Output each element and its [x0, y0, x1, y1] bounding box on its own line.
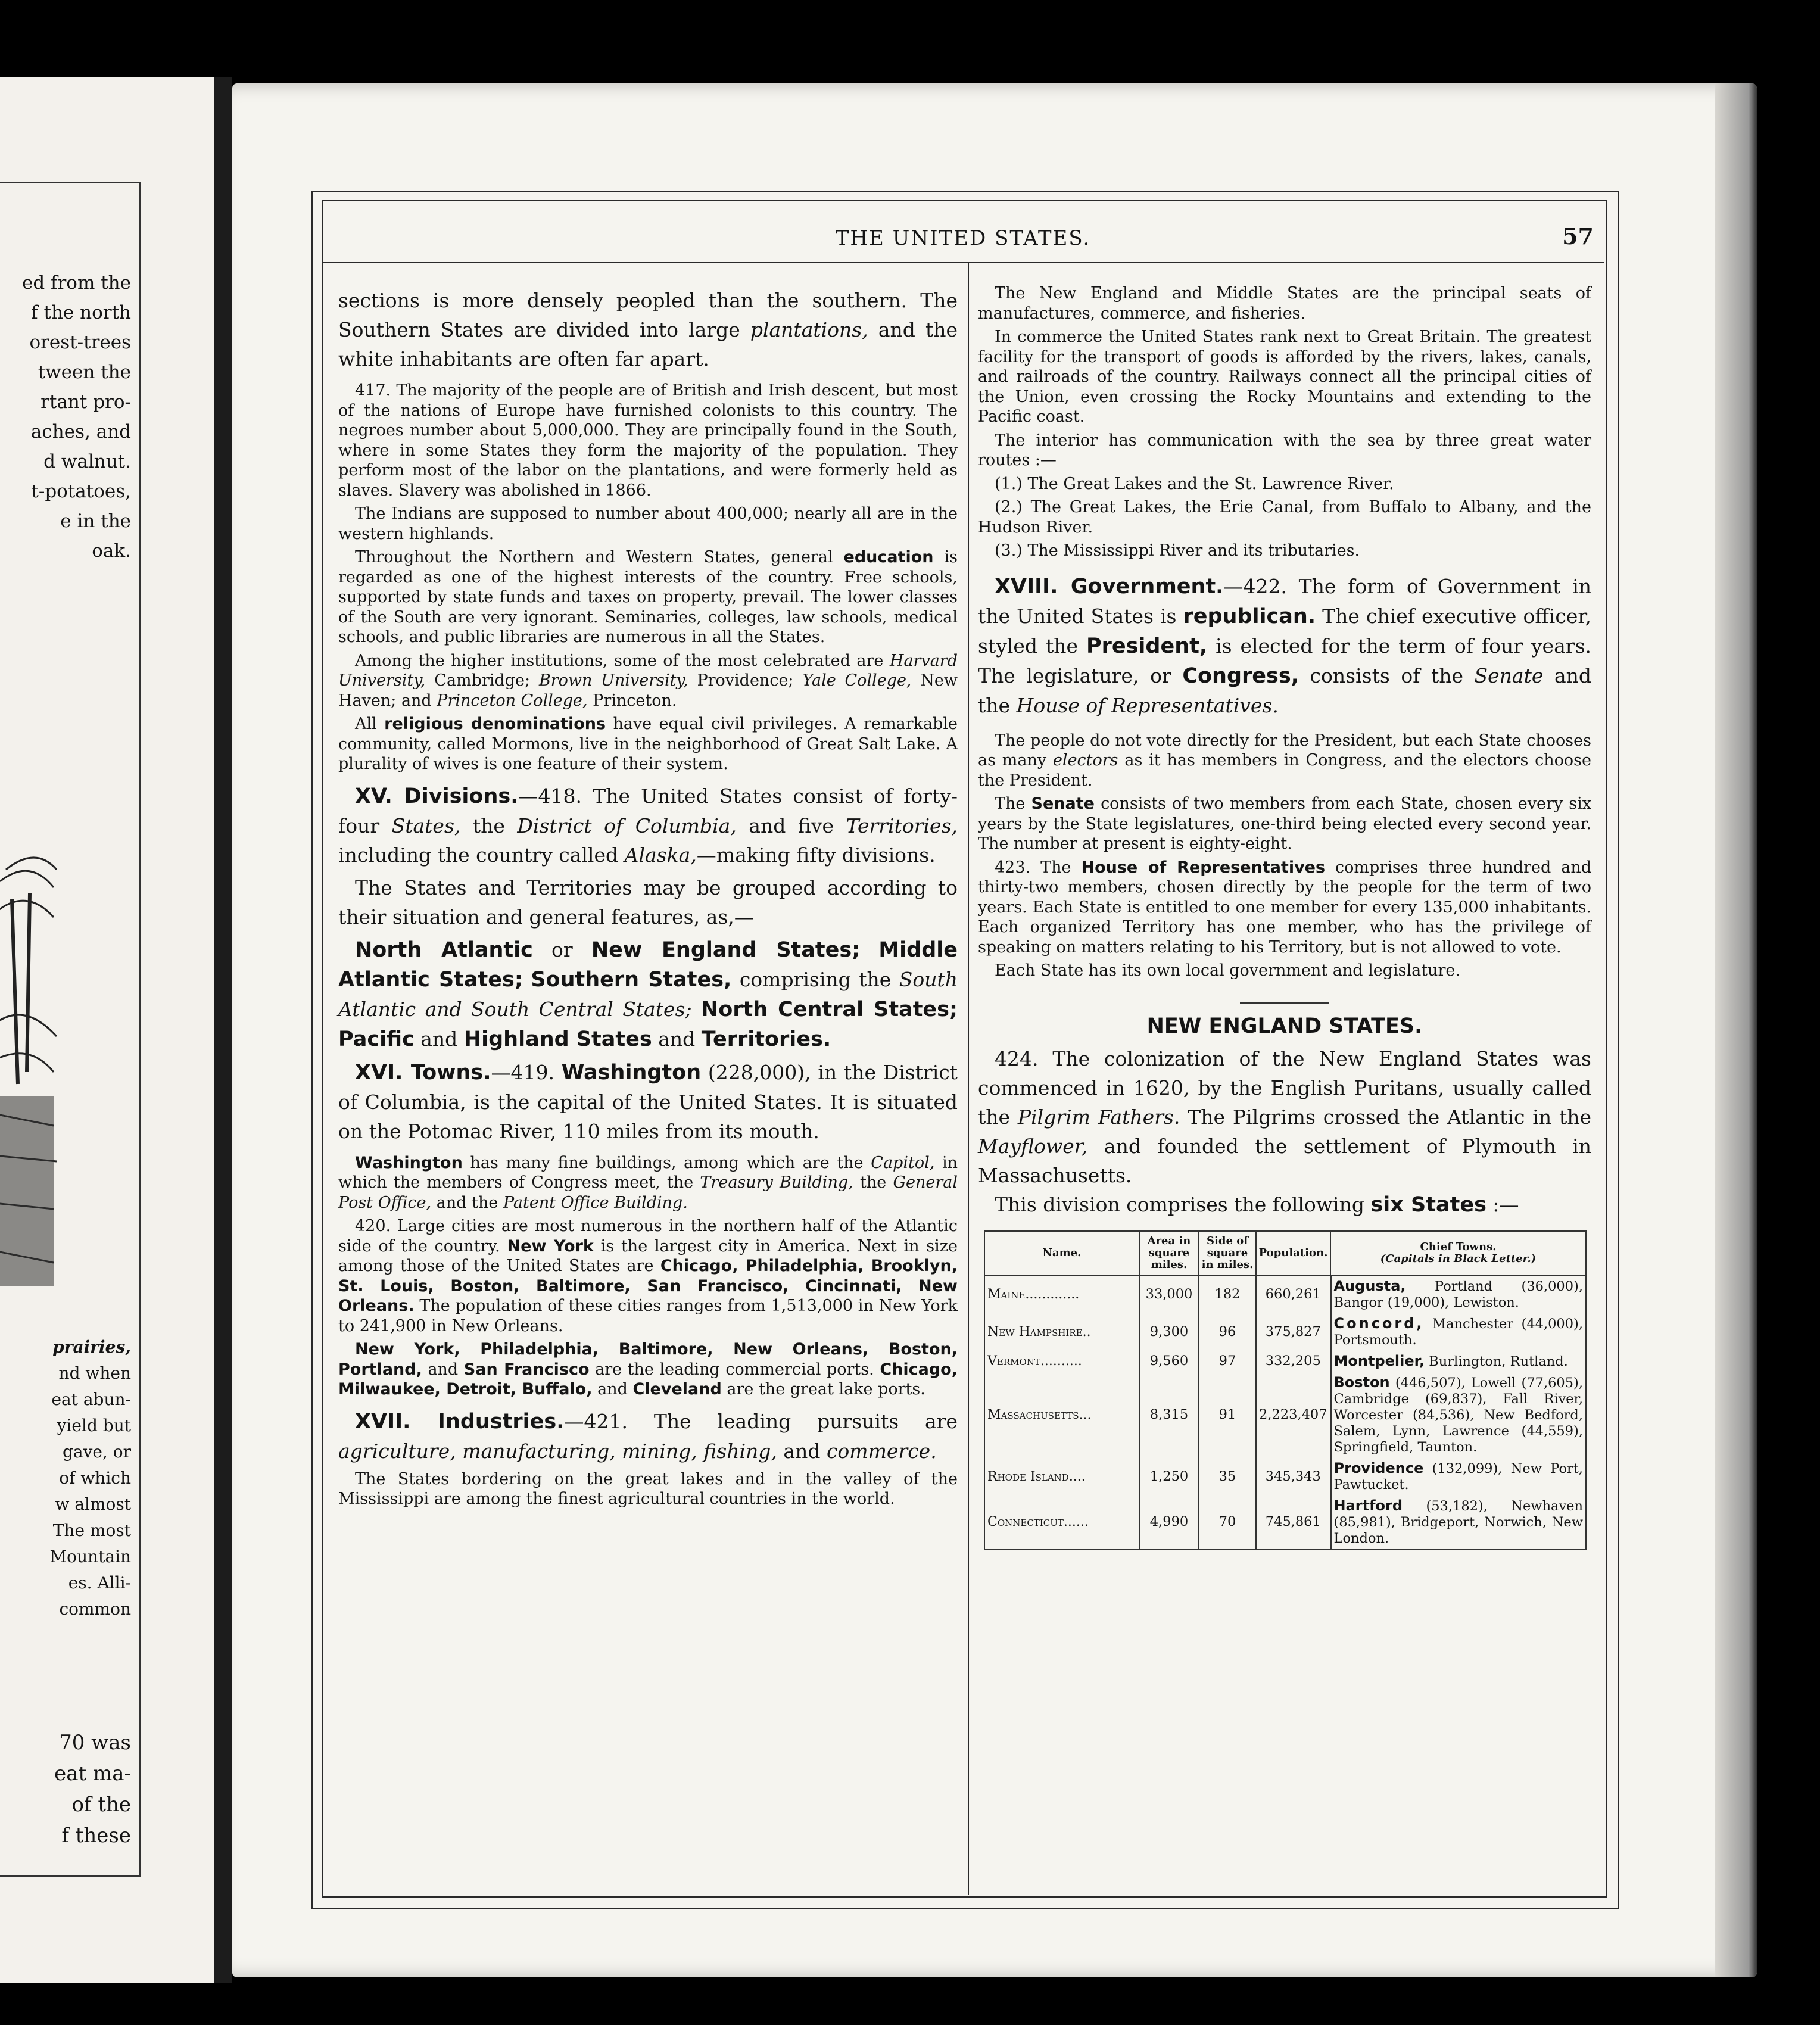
section-government: XVIII. Government.—422. The form of Government in the United States is republican. The chief executive officer, styled the President, is elected for the term of four years. The legislature, or Congress, consists of the Senate and the House of Representatives. — [978, 574, 1592, 717]
state-area: 4,990 — [1139, 1496, 1199, 1550]
state-population: 332,205 — [1256, 1351, 1330, 1372]
col-header-area: Area in square miles. — [1139, 1231, 1199, 1275]
paragraph-electors: The people do not vote directly for the President, but each State chooses as many electors as it has members in Congress, and the electors choose the President. — [978, 731, 1591, 790]
left-line: prairies, — [52, 1337, 131, 1357]
paragraph-washington: Washington has many fine buildings, among which are the Capitol, in which the members of Congress meet, the Treasury Building, the General Post Office, and the Patent Office Building. — [338, 1153, 958, 1212]
state-area: 8,315 — [1139, 1372, 1199, 1458]
page-edge-shadow — [1715, 83, 1757, 1977]
state-chief-towns: Providence (132,099), New Port, Pawtucket. — [1330, 1458, 1586, 1496]
paragraph-424: 424. The colonization of the New England States was commenced in 1620, by the English Puritans, usually called the Pilgrim Fathers. The Pilgrims crossed the Atlantic in the Mayflower, and founded the settlement of Plymouth in Massachusetts. — [978, 1046, 1591, 1187]
section-title-new-england: NEW ENGLAND STATES. — [1146, 1014, 1423, 1038]
paragraph-420: 420. Large cities are most numerous in the northern half of the Atlantic side of the country. New York is the largest city in America. Next in size among those of the United States are Chicago, Philadelphia, Brooklyn, St. Louis, Boston, Baltimore, San Francisco, Cincinnati, New Orleans. The population of these cities ranges from 1,513,000 in New York to 241,900 in New Orleans. — [338, 1217, 958, 1335]
left-line: gave, or — [62, 1442, 131, 1462]
left-line: The most — [52, 1521, 131, 1540]
state-side: 97 — [1199, 1351, 1256, 1372]
column-divider — [968, 262, 969, 1895]
state-chief-towns: Concord, Manchester (44,000), Portsmouth. — [1330, 1313, 1586, 1351]
left-line: d walnut. — [43, 451, 131, 472]
left-line: rtant pro- — [40, 391, 131, 413]
state-name: Vermont.......... — [984, 1351, 1139, 1372]
paragraph-institutions: Among the higher institutions, some of the most celebrated are Harvard University, Cambridge; Brown University, Providence; Yale College, New Haven; and Princeton College, Princeton. — [338, 651, 958, 710]
left-line: tween the — [38, 362, 131, 383]
state-area: 1,250 — [1139, 1458, 1199, 1496]
state-name: New Hampshire.. — [984, 1313, 1139, 1351]
route-2: (2.) The Great Lakes, the Erie Canal, from Buffalo to Albany, and the Hudson River. — [978, 498, 1591, 537]
paragraph-six-states: This division comprises the following six States :— — [995, 1192, 1519, 1217]
new-england-states-table — [984, 1230, 1587, 1550]
paragraph-grouping: The States and Territories may be grouped according to their situation and general features, as,— — [338, 876, 958, 929]
left-line: of the — [71, 1793, 131, 1817]
state-side: 96 — [1199, 1313, 1256, 1351]
table-header-row — [984, 1231, 1586, 1275]
paragraph-senate: The Senate consists of two members from each State, chosen every six years by the State legislatures, one-third being elected every second year. The number at present is eighty-eight. — [978, 795, 1591, 853]
section-towns: XVI. Towns.—419. Washington (228,000), in the District of Columbia, is the capital of the United States. It is situated on the Potomac River, 110 miles from its mouth. — [338, 1060, 958, 1143]
section-divider — [1240, 1002, 1329, 1004]
left-line: eat abun- — [51, 1390, 131, 1409]
state-name: Maine............. — [984, 1275, 1139, 1313]
route-3: (3.) The Mississippi River and its tributaries. — [995, 541, 1360, 560]
paragraph-ports: New York, Philadelphia, Baltimore, New Orleans, Boston, Portland, and San Francisco are the leading commercial ports. Chicago, Milwaukee, Detroit, Buffalo, and Cleveland are the great lake ports. — [338, 1340, 958, 1398]
left-line: Mountain — [49, 1547, 131, 1566]
col-header-side: Side of square in miles. — [1199, 1231, 1256, 1275]
state-name: Connecticut...... — [984, 1496, 1139, 1550]
left-line: es. Alli- — [68, 1573, 131, 1593]
state-side: 35 — [1199, 1458, 1256, 1496]
table-row — [984, 1313, 1586, 1351]
left-line: orest-trees — [29, 332, 131, 353]
page-number: 57 — [1562, 223, 1594, 250]
left-line: t-potatoes, — [31, 481, 131, 502]
state-area: 33,000 — [1139, 1275, 1199, 1313]
state-population: 745,861 — [1256, 1496, 1330, 1550]
paragraph-intro: sections is more densely peopled than the southern. The Southern States are divided into large plantations, and the white inhabitants are often far apart. — [338, 289, 958, 370]
state-population: 660,261 — [1256, 1275, 1330, 1313]
engraving-illustration — [0, 846, 60, 1310]
section-divisions: XV. Divisions.—418. The United States consist of forty-four States, the District of Columbia, and five Territories, including the country called Alaska,—making fifty divisions. — [338, 784, 958, 867]
state-chief-towns: Hartford (53,182), Newhaven (85,981), Bridgeport, Norwich, New London. — [1330, 1496, 1586, 1550]
paragraph-manufactures: The New England and Middle States are the principal seats of manufactures, commerce, and fisheries. — [978, 284, 1591, 323]
left-line: yield but — [57, 1416, 131, 1435]
header-rule — [322, 262, 1604, 263]
left-line: e in the — [60, 510, 131, 532]
state-population: 2,223,407 — [1256, 1372, 1330, 1458]
state-chief-towns: Boston (446,507), Lowell (77,605), Cambridge (69,837), Fall River, Worcester (84,536), New Bedford, Salem, Lynn, Lawrence (44,559), Springfield, Taunton. — [1330, 1372, 1586, 1458]
state-area: 9,300 — [1139, 1313, 1199, 1351]
left-line: w almost — [55, 1494, 131, 1514]
state-side: 91 — [1199, 1372, 1256, 1458]
left-line: ed from the — [21, 272, 131, 294]
state-population: 345,343 — [1256, 1458, 1330, 1496]
paragraph-417: 417. The majority of the people are of British and Irish descent, but most of the nations of Europe have furnished colonists to this country. The negroes number about 5,000,000. They are principally found in the South, where in some States they form the majority of the population. They perform most of the labor on the plantations, and were formerly held as slaves. Slavery was abolished in 1866. — [338, 381, 958, 500]
page-57 — [232, 83, 1757, 1977]
left-line: nd when — [58, 1363, 131, 1383]
paragraph-groups: North Atlantic or New England States; Middle Atlantic States; Southern States, comprising the South Atlantic and South Central States; North Central States; Pacific and Highland States and Territories. — [338, 937, 958, 1051]
right-column — [978, 286, 1591, 1550]
table-row — [984, 1458, 1586, 1496]
left-line: 70 was — [59, 1731, 131, 1755]
left-line: aches, and — [30, 421, 131, 443]
left-line: f these — [61, 1824, 131, 1848]
paragraph-religion: All religious denominations have equal civil privileges. A remarkable community, called Mormons, live in the neighborhood of Great Salt Lake. A plurality of wives is one feature of their system. — [338, 715, 958, 773]
paragraph-commerce: In commerce the United States rank next to Great Britain. The greatest facility for the transport of goods is afforded by the rivers, lakes, canals, and railroads of the country. Railways connect all the principal cities of the Union, even crossing the Rocky Mountains and extending to the Pacific coast. — [978, 328, 1591, 426]
state-name: Massachusetts... — [984, 1372, 1139, 1458]
state-chief-towns: Augusta, Portland (36,000), Bangor (19,000), Lewiston. — [1330, 1275, 1586, 1313]
col-header-name: Name. — [984, 1231, 1139, 1275]
col-header-population: Population. — [1256, 1231, 1330, 1275]
state-population: 375,827 — [1256, 1313, 1330, 1351]
paragraph-agriculture: The States bordering on the great lakes and in the valley of the Mississippi are among the finest agricultural countries in the world. — [338, 1469, 958, 1508]
paragraph-water-routes: The interior has communication with the sea by three great water routes :— — [978, 431, 1591, 469]
left-column — [338, 286, 958, 1509]
state-area: 9,560 — [1139, 1351, 1199, 1372]
left-line: of which — [59, 1468, 131, 1488]
paragraph-local-government: Each State has its own local government and legislature. — [995, 961, 1460, 980]
col-header-chief-towns: Chief Towns. (Capitals in Black Letter.) — [1330, 1231, 1586, 1275]
paragraph-education: Throughout the Northern and Western States, general education is regarded as one of the highest interests of the country. Free schools, supported by state funds and taxes on property, prevail. The lower classes of the South are very ignorant. Seminaries, colleges, law schools, medical schools, and public libraries are numerous in all the States. — [338, 548, 958, 646]
left-line: f the north — [31, 302, 131, 323]
state-side: 70 — [1199, 1496, 1256, 1550]
route-1: (1.) The Great Lakes and the St. Lawrence River. — [995, 474, 1394, 493]
table-row — [984, 1275, 1586, 1313]
table-row — [984, 1351, 1586, 1372]
paragraph-indians: The Indians are supposed to number about 400,000; nearly all are in the western highlands. — [338, 504, 958, 543]
previous-page-fragment — [0, 77, 218, 1983]
left-line: common — [59, 1599, 131, 1619]
section-industries: XVII. Industries.—421. The leading pursuits are agriculture, manufacturing, mining, fishing, and commerce. — [338, 1409, 958, 1463]
paragraph-423: 423. The House of Representatives comprises three hundred and thirty-two members, chosen directly by the people for the term of two years. Each State is entitled to one member for every 135,000 inhabitants. Each organized Territory has one member, who has the privilege of speaking on matters relating to his Territory, but is not allowed to vote. — [978, 858, 1591, 957]
page-title: THE UNITED STATES. — [835, 226, 1091, 250]
state-chief-towns: Montpelier, Burlington, Rutland. — [1330, 1351, 1586, 1372]
table-row — [984, 1496, 1586, 1550]
left-line: eat ma- — [54, 1762, 131, 1786]
table-row — [984, 1372, 1586, 1458]
left-line: oak. — [92, 540, 131, 562]
state-name: Rhode Island.... — [984, 1458, 1139, 1496]
state-side: 182 — [1199, 1275, 1256, 1313]
book-gutter — [214, 77, 232, 1983]
